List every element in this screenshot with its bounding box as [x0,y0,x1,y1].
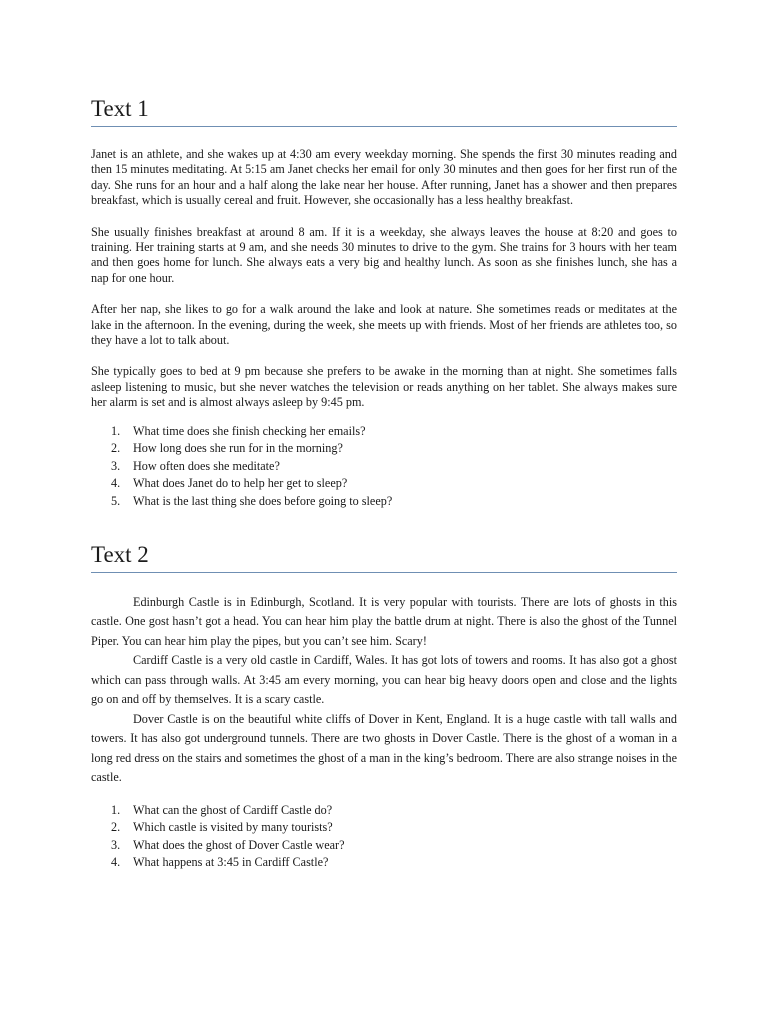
text1-paragraph-4: She typically goes to bed at 9 pm because she prefers to be awake in the morning than at night. She sometimes falls asleep listening to music, but she never watches the television or reads anything on her tablet. She always makes sure her alarm is set and is almost always asleep by 9:45 pm. [91,364,677,410]
text1-title-rule [91,126,677,127]
document-page [91,0,677,872]
text2-paragraph-1: Edinburgh Castle is in Edinburgh, Scotland. It is very popular with tourists. There are lots of ghosts in this castle. One gost hasn’t got a head. You can hear him play the battle drum at night. There is also the ghost of the Tunnel Piper. You can hear him play the pipes, but you can’t see him. Scary! [91,594,677,648]
text1-paragraph-1: Janet is an athlete, and she wakes up at 4:30 am every weekday morning. She spends the first 30 minutes reading and then 15 minutes meditating. At 5:15 am Janet checks her email for only 30 minutes and then goes for her first run of the day. She runs for an hour and a half along the lake near her house. After running, Janet has a shower and then prepares breakfast, which is usually cereal and fruit. However, she occasionally has a less healthy breakfast. [91,147,677,208]
question-number: 3. [111,837,121,852]
question-text: Which castle is visited by many tourists? [133,820,333,835]
question-text: What does Janet do to help her get to sleep? [133,476,348,491]
list-item [91,819,677,837]
question-number: 5. [111,494,121,509]
text2-question-list [91,802,677,872]
question-text: What time does she finish checking her emails? [133,423,366,438]
question-text: What happens at 3:45 in Cardiff Castle? [133,855,329,870]
text1-paragraph-2: She usually finishes breakfast at around 8 am. If it is a weekday, she always leaves the house at 8:20 and goes to training. Her training starts at 9 am, and she needs 30 minutes to drive to the gym. She trains for 3 hours with her team and then goes home for lunch. She always eats a very big and healthy lunch. As soon as she finishes lunch, she has a nap for one hour. [91,224,677,285]
text2-paragraph-2: Cardiff Castle is a very old castle in Cardiff, Wales. It has got lots of towers and rooms. It has also got a ghost which can pass through walls. At 3:45 am every morning, you can hear big heavy doors open and close and the lights go on and off by themselves. It is a scary castle. [91,653,677,707]
text1-title: Text 1 [91,96,149,121]
question-number: 3. [111,458,121,473]
list-item [91,802,677,820]
question-text: What does the ghost of Dover Castle wear? [133,837,345,852]
question-number: 2. [111,820,121,835]
list-item [91,440,677,458]
text2-paragraph-3: Dover Castle is on the beautiful white cliffs of Dover in Kent, England. It is a huge castle with tall walls and towers. It has also got underground tunnels. There are two ghosts in Dover Castle. There is the ghost of a woman in a long red dress on the stairs and sometimes the ghost of a man in the king’s bedroom. There are also strange noises in the castle. [91,711,677,785]
text2-title-rule [91,572,677,573]
list-item [91,854,677,872]
question-text: How long does she run for in the morning? [133,441,343,456]
question-text: What is the last thing she does before going to sleep? [133,494,393,509]
question-number: 1. [111,802,121,817]
list-item [91,423,677,441]
question-number: 4. [111,476,121,491]
question-number: 1. [111,423,121,438]
question-text: What can the ghost of Cardiff Castle do? [133,802,333,817]
text2-title: Text 2 [91,541,149,567]
list-item [91,475,677,493]
text1-question-list [91,423,677,511]
question-number: 2. [111,441,121,456]
question-text: How often does she meditate? [133,458,280,473]
list-item [91,493,677,511]
question-number: 4. [111,855,121,870]
list-item [91,837,677,855]
list-item [91,458,677,476]
text1-paragraph-3: After her nap, she likes to go for a walk around the lake and look at nature. She sometimes reads or meditates at the lake in the afternoon. In the evening, during the week, she meets up with friends. Most of her friends are athletes too, so they have a lot to talk about. [91,302,677,348]
